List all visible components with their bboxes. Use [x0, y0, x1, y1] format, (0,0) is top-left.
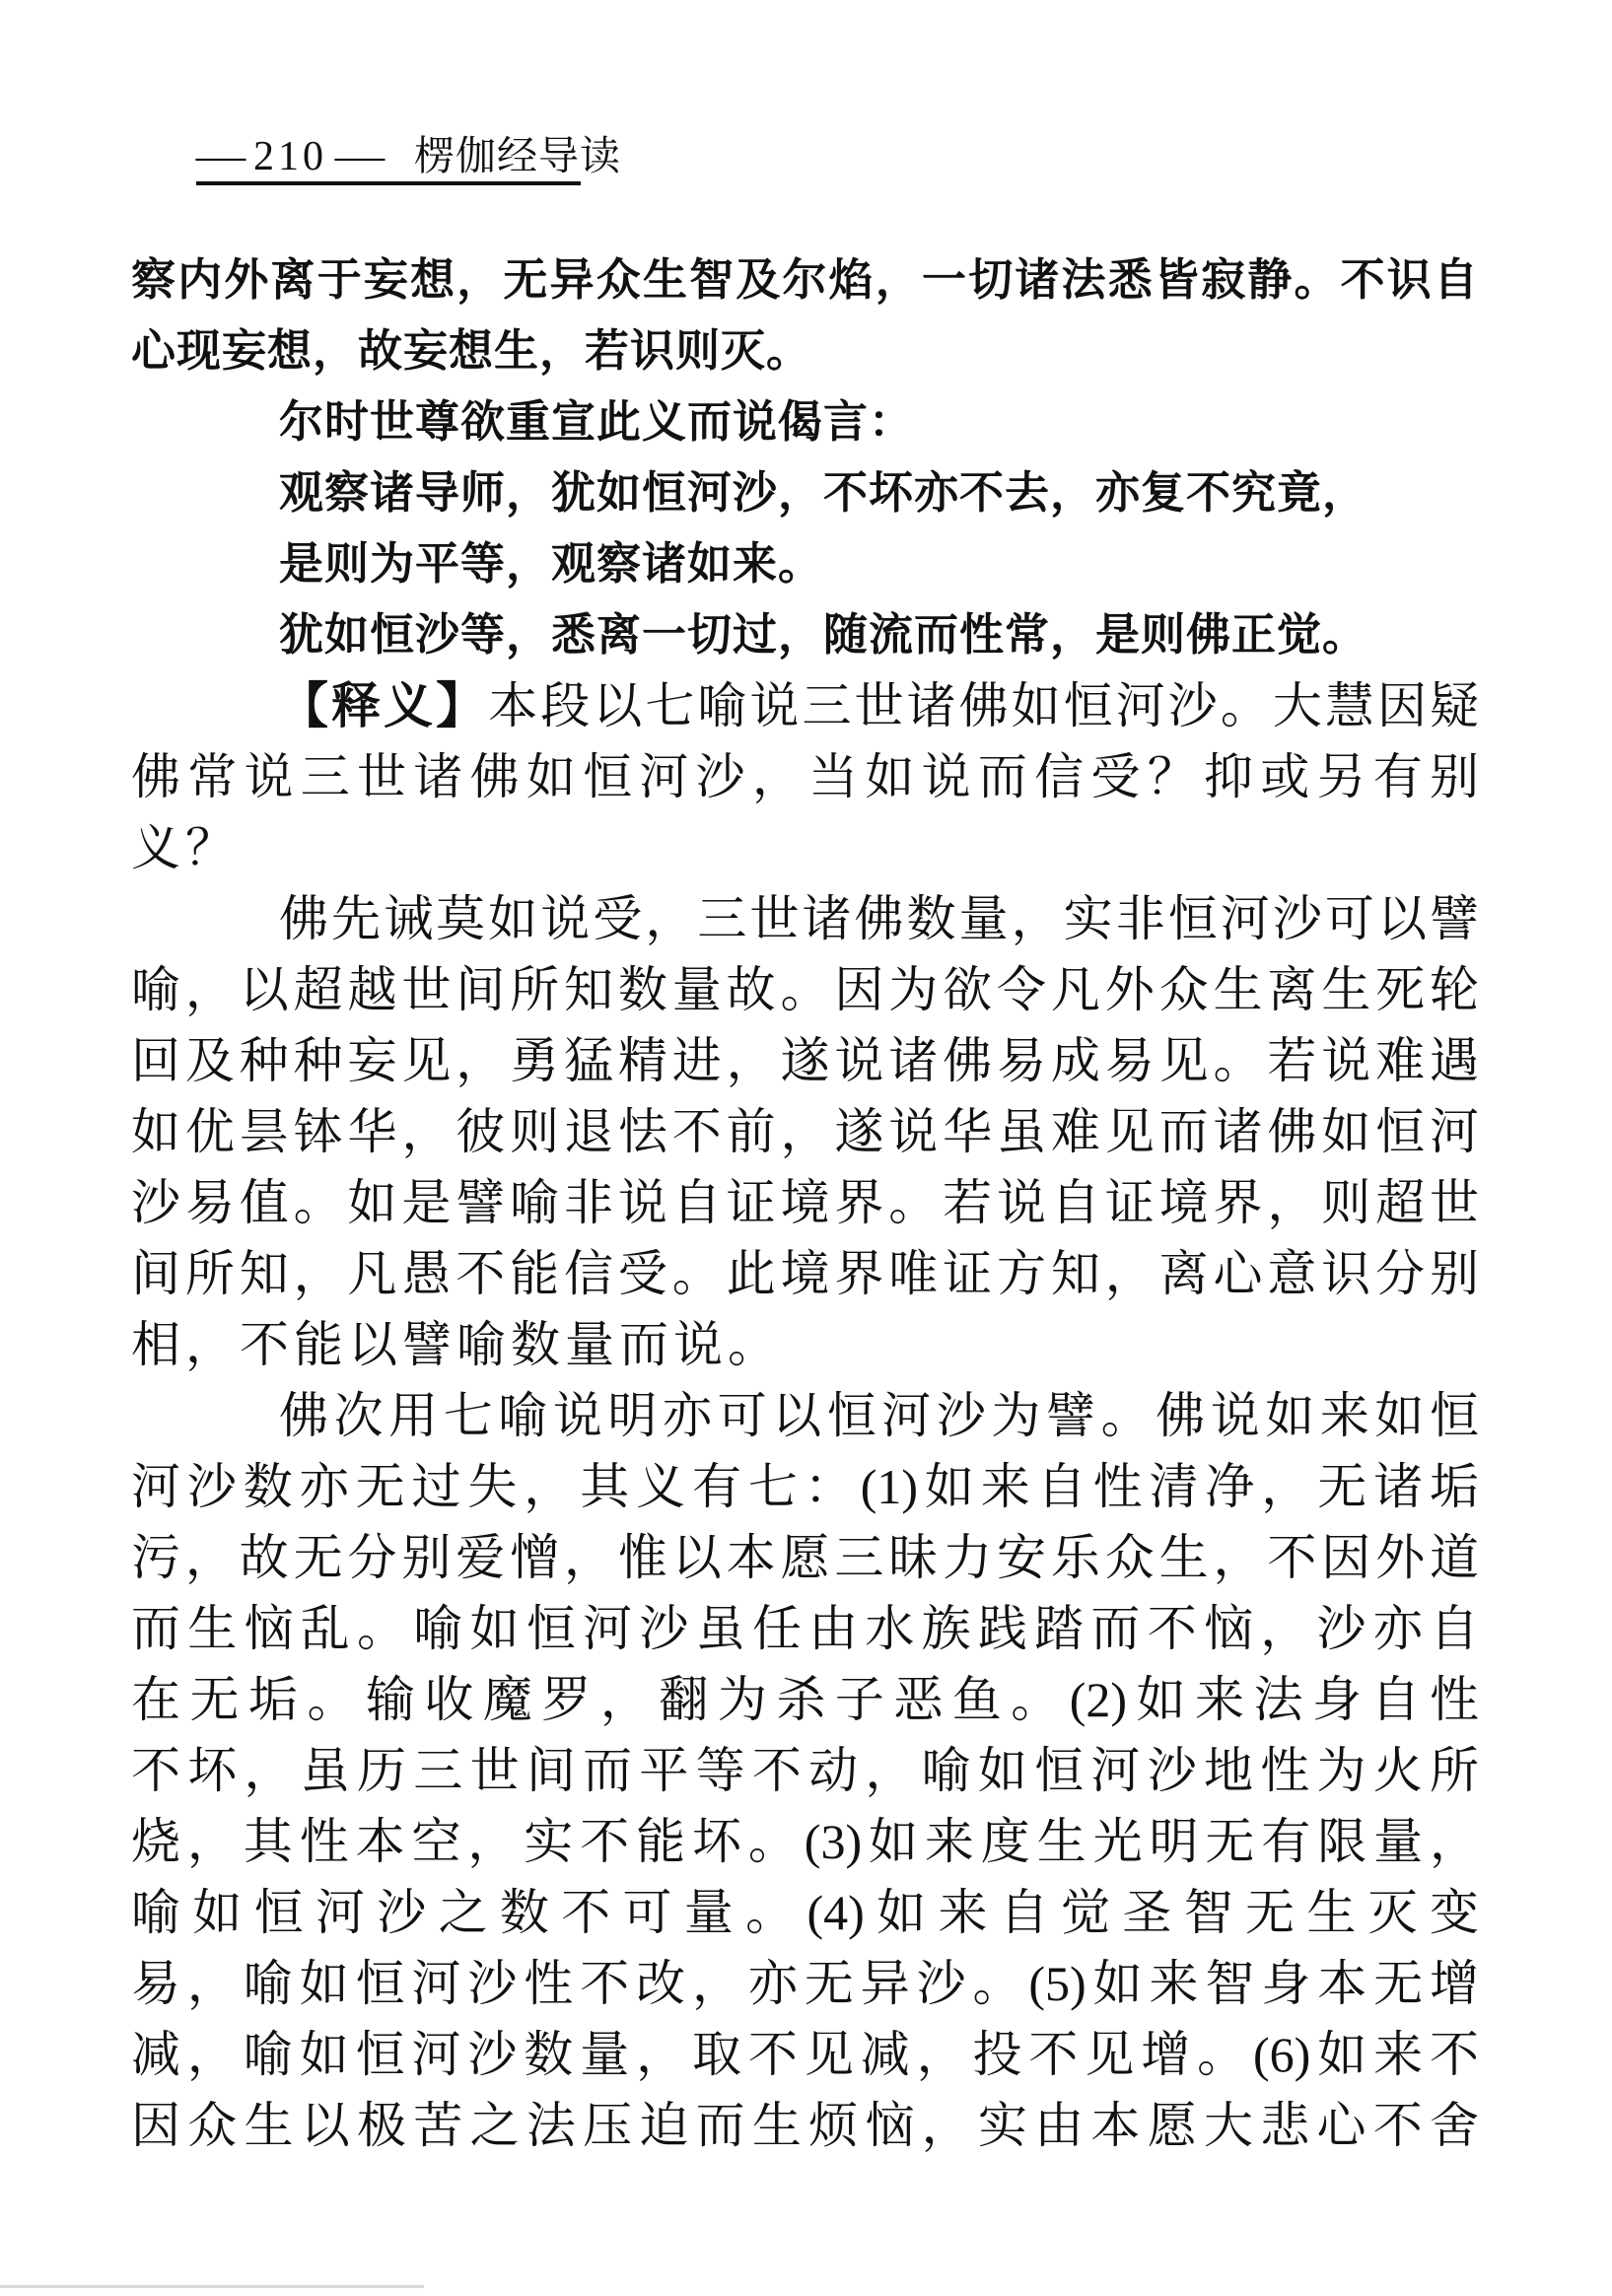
commentary-line: 污，故无分别爱憎，惟以本愿三昧力安乐众生，不因外道	[131, 1530, 1479, 1585]
verse-line: 犹如恒沙等，悉离一切过，随流而性常，是则佛正觉。	[279, 609, 1368, 660]
verse-line: 是则为平等，观察诸如来。	[279, 538, 824, 589]
verse-intro-line: 尔时世尊欲重宣此义而说偈言：	[279, 396, 915, 447]
commentary-line: 相，不能以譬喻数量而说。	[131, 1317, 782, 1372]
commentary-line: 佛常说三世诸佛如恒河沙，当如说而信受？抑或另有别	[131, 749, 1479, 804]
scan-artifact	[0, 2285, 424, 2288]
commentary-line: 回及种种妄见，勇猛精进，遂说诸佛易成易见。若说难遇	[131, 1033, 1479, 1088]
commentary-line: 如优昙钵华，彼则退怯不前，遂说华虽难见而诸佛如恒河	[131, 1104, 1479, 1159]
commentary-line: 喻，以超越世间所知数量故。因为欲令凡外众生离生死轮	[131, 962, 1479, 1017]
commentary-line: 间所知，凡愚不能信受。此境界唯证方知，离心意识分别	[131, 1246, 1479, 1301]
sutra-continuation-line: 心现妄想，故妄想生，若识则灭。	[131, 325, 812, 376]
sutra-continuation-line: 察内外离于妄想，无异众生智及尔焰，一切诸法悉皆寂静。不识自	[131, 254, 1479, 305]
commentary-line: 沙易值。如是譬喻非说自证境界。若说自证境界，则超世	[131, 1175, 1479, 1230]
commentary-line: 佛先诫莫如说受，三世诸佛数量，实非恒河沙可以譬	[279, 891, 1479, 946]
running-header	[195, 132, 621, 180]
verse-line: 观察诸导师，犹如恒河沙，不坏亦不去，亦复不究竟，	[279, 467, 1368, 518]
header-underline	[196, 181, 581, 185]
header-dash-left: —	[195, 134, 246, 179]
commentary-line: 因众生以极苦之法压迫而生烦恼，实由本愿大悲心不舍	[131, 2098, 1479, 2153]
commentary-line: 易，喻如恒河沙性不改，亦无异沙。(5)如来智身本无增	[131, 1956, 1479, 2011]
book-title: 楞伽经导读	[414, 133, 621, 178]
commentary-line: 河沙数亦无过失，其义有七：(1)如来自性清净，无诸垢	[131, 1459, 1479, 1514]
page-number: 210	[253, 134, 327, 179]
commentary-line: 佛次用七喻说明亦可以恒河沙为譬。佛说如来如恒	[279, 1388, 1479, 1443]
commentary-line: 不坏，虽历三世间而平等不动，喻如恒河沙地性为火所	[131, 1743, 1479, 1798]
section-label: 【释义】	[279, 678, 489, 733]
commentary-line: 喻如恒河沙之数不可量。(4)如来自觉圣智无生灭变	[131, 1885, 1479, 1940]
commentary-text: 本段以七喻说三世诸佛如恒河沙。大慧因疑	[488, 678, 1480, 733]
header-dash-right: —	[334, 134, 385, 179]
commentary-line: 而生恼乱。喻如恒河沙虽任由水族践踏而不恼，沙亦自	[131, 1601, 1479, 1656]
commentary-line: 减，喻如恒河沙数量，取不见减，投不见增。(6)如来不	[131, 2027, 1479, 2082]
commentary-line: 在无垢。输收魔罗，翻为杀子恶鱼。(2)如来法身自性	[131, 1672, 1479, 1727]
commentary-line: 义？	[131, 820, 240, 875]
page-body	[131, 244, 1479, 2161]
commentary-line	[131, 670, 1479, 741]
commentary-line: 烧，其性本空，实不能坏。(3)如来度生光明无有限量，	[131, 1814, 1479, 1869]
